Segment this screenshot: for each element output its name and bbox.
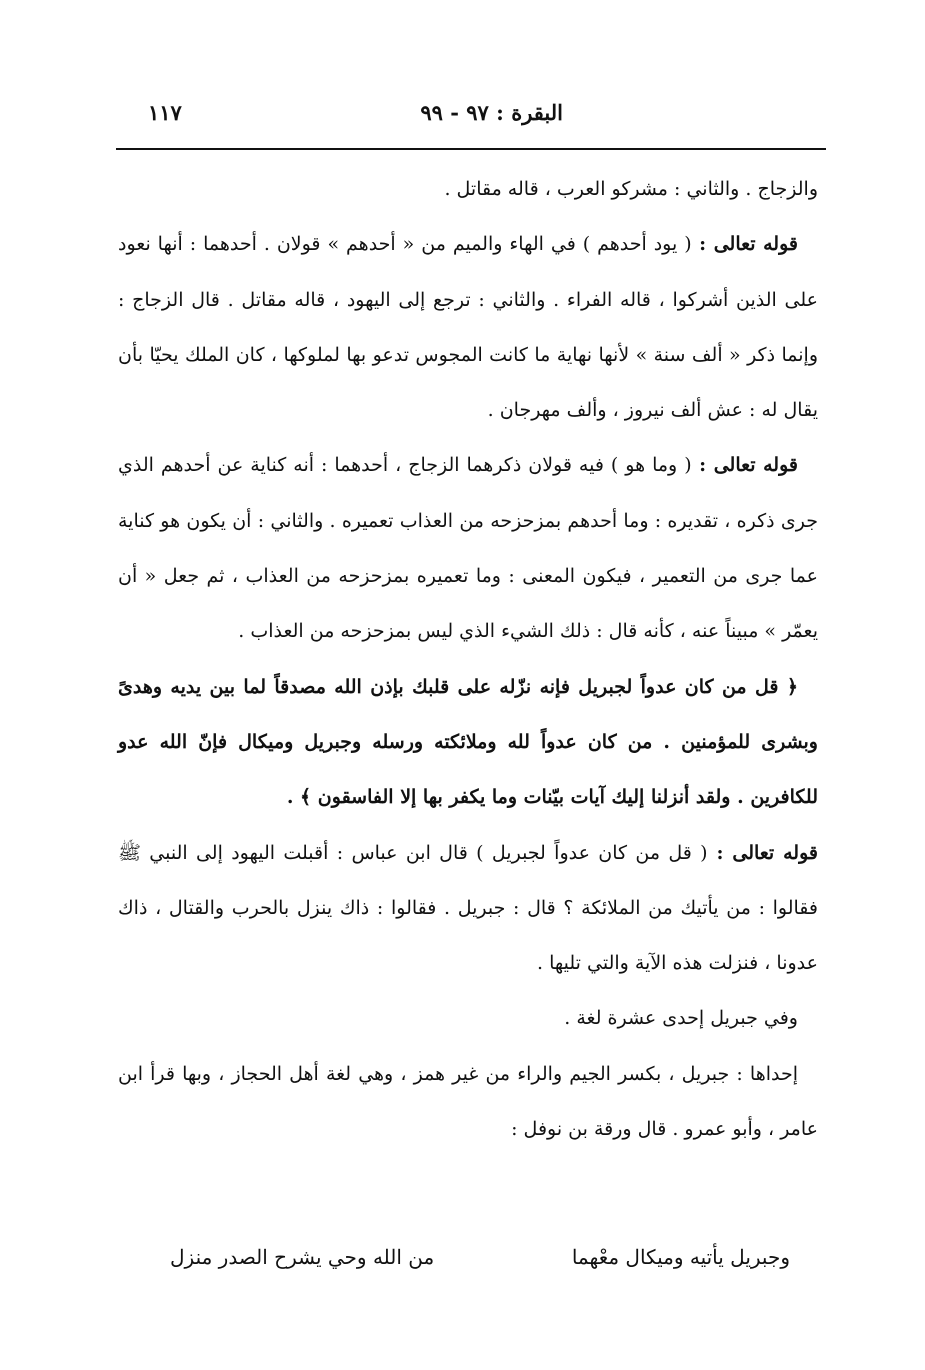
paragraph: [118, 991, 818, 1046]
paragraph-lead: قوله تعالى :: [691, 454, 798, 477]
paragraph: [118, 438, 818, 659]
paragraph: [118, 826, 818, 992]
paragraph-lead: قوله تعالى :: [707, 841, 818, 864]
paragraph-text: إحداها : جبريل ، بكسر الجيم والراء من غير همز ، وهي لغة أهل الحجاز ، وبها قرأ ابن عامر ، وأبو عمرو . قال ورقة بن نوفل :: [118, 1062, 818, 1141]
paragraph-text: ( وما هو ) فيه قولان ذكرهما الزجاج ، أحدهما : أنه كناية عن أحدهم الذي جرى ذكره ، تقديره : وما أحدهم بمزحزحه من العذاب تعميره . والثاني : أن يكون هو كناية عما جرى من التعمير ، فيكون المعنى : وما تعميره بمزحزحه من العذاب ، ثم جعل « أن يعمّر » مبيناً عنه ، كأنه قال : ذلك الشيء الذي ليس بمزحزحه من العذاب .: [118, 454, 818, 643]
paragraph-text: ( قل من كان عدواً لجبريل ) قال ابن عباس : أقبلت اليهود إلى النبي ﷺ فقالوا : من يأتيك من الملائكة ؟ قال : جبريل . فقالوا : ذاك ينزل بالحرب والقتال ، ذاك عدونا ، فنزلت هذه الآية والتي تليها .: [118, 841, 818, 975]
page-header: [118, 98, 818, 138]
poem-hemistich-first: وجبريل يأتيه وميكال معْهما: [571, 1245, 790, 1269]
poem-hemistich-second: من الله وحي يشرح الصدر منزل: [170, 1245, 435, 1269]
quran-verse: ﴿ قل من كان عدواً لجبريل فإنه نزّله على قلبك بإذن الله مصدقاً لما بين يديه وهدىً وبشرى للمؤمنين . من كان عدواً لله وملائكته ورسله وجبريل وميكال فإنّ الله عدو للكافرين . ولقد أنزلنا إليك آيات بيّنات وما يكفر بها إلا الفاسقون ﴾ .: [118, 675, 818, 809]
paragraph-lead: قوله تعالى :: [691, 233, 798, 256]
paragraph: والزجاج . والثاني : مشركو العرب ، قاله مقاتل .: [444, 178, 818, 200]
paragraph: [118, 217, 818, 438]
header-rule: [116, 148, 826, 150]
page-number: ١١٧: [148, 100, 182, 125]
paragraph-text: ( يود أحدهم ) في الهاء والميم من « أحدهم » قولان . أحدهما : أنها نعود على الذين أشركوا ، قاله الفراء . والثاني : ترجع إلى اليهود ، قاله مقاتل . قال الزجاج : وإنما ذكر « ألف سنة » لأنها نهاية ما كانت المجوس تدعو بها لملوكها ، كان الملك يحيّا بأن يقال له : عش ألف نيروز ، وألف مهرجان .: [118, 233, 818, 422]
paragraph: [118, 1047, 818, 1158]
poem-verse: [170, 1245, 790, 1289]
paragraph-text: وفي جبريل إحدى عشرة لغة .: [564, 1007, 798, 1030]
page-title: البقرة : ٩٧ - ٩٩: [420, 100, 563, 125]
main-text: [118, 162, 818, 1157]
